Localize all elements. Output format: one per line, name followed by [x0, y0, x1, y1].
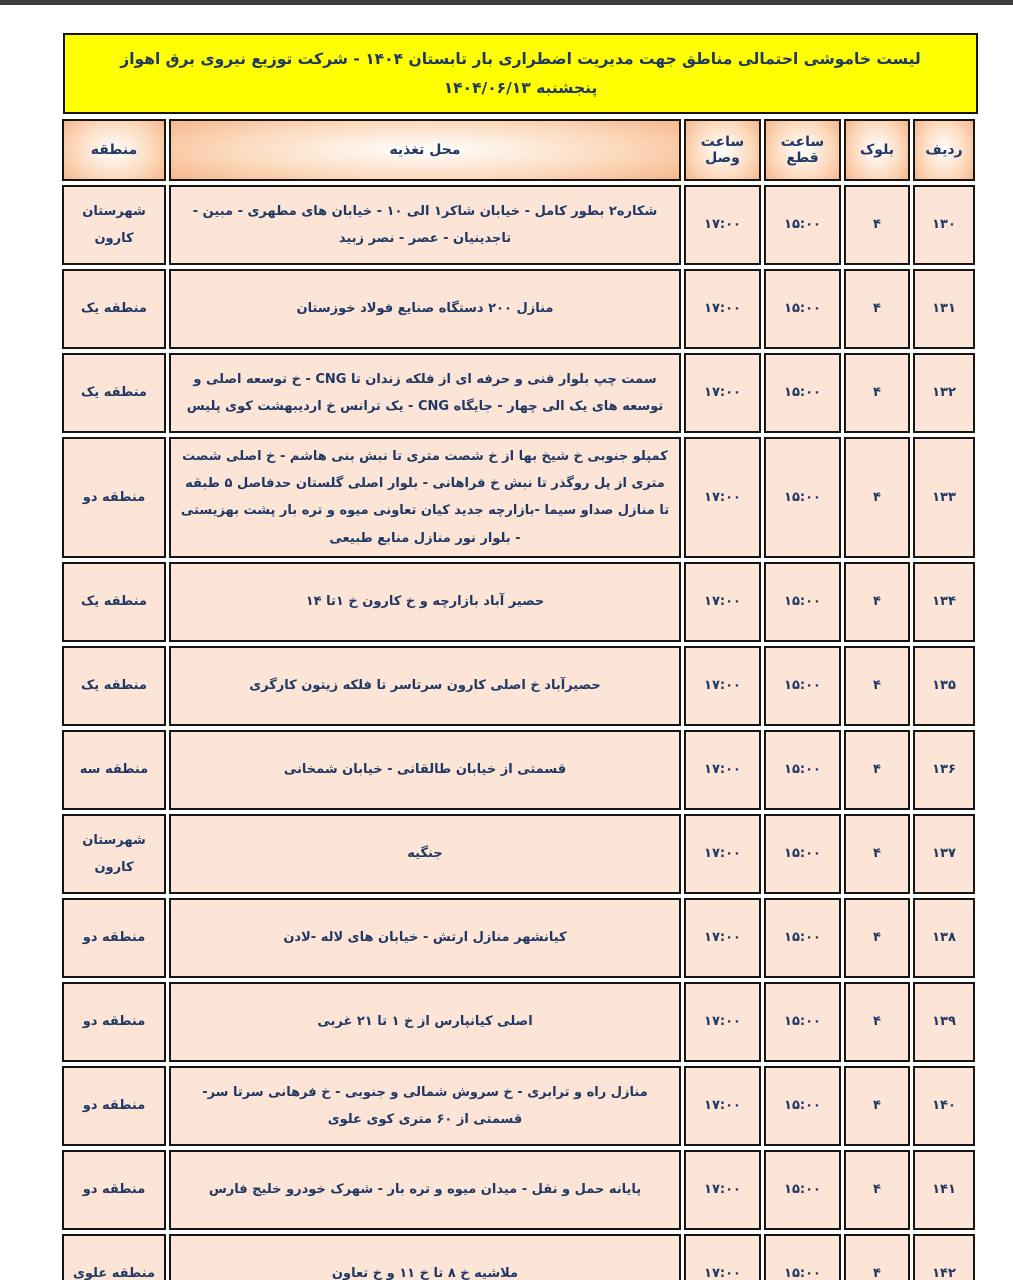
cell-cut-time: ۱۵:۰۰ — [764, 353, 841, 433]
cell-cut-time: ۱۵:۰۰ — [764, 1234, 841, 1280]
cell-row-number: ۱۳۰ — [913, 185, 975, 265]
top-window-bar — [0, 0, 1013, 5]
cell-feeding-location: سمت چپ بلوار فنی و حرفه ای از فلکه زندان تا CNG - خ توسعه اصلی و توسعه های یک الی چهار - جایگاه CNG - یک ترانس خ اردیبهشت کوی پلیس — [169, 353, 681, 433]
column-header-row-number: ردیف — [913, 119, 975, 181]
cell-cut-time: ۱۵:۰۰ — [764, 982, 841, 1062]
cell-block: ۴ — [844, 185, 910, 265]
cell-cut-time: ۱۵:۰۰ — [764, 437, 841, 558]
cell-row-number: ۱۳۸ — [913, 898, 975, 978]
column-header-region: منطقه — [62, 119, 166, 181]
cell-block: ۴ — [844, 269, 910, 349]
document-title-line2: پنجشنبه ۱۴۰۴/۰۶/۱۳ — [443, 79, 598, 98]
cell-region: منطقه یک — [62, 353, 166, 433]
cell-reconnect-time: ۱۷:۰۰ — [684, 353, 761, 433]
table-row — [62, 814, 975, 894]
cell-feeding-location: قسمتی از خیابان طالقانی - خیابان شمخانی — [169, 730, 681, 810]
cell-feeding-location: ملاشیه خ ۸ تا خ ۱۱ و خ تعاون — [169, 1234, 681, 1280]
cell-region: منطقه سه — [62, 730, 166, 810]
document-title — [63, 33, 978, 114]
cell-reconnect-time: ۱۷:۰۰ — [684, 898, 761, 978]
cell-reconnect-time: ۱۷:۰۰ — [684, 1234, 761, 1280]
table-row — [62, 185, 975, 265]
cell-block: ۴ — [844, 730, 910, 810]
cell-block: ۴ — [844, 353, 910, 433]
table-row — [62, 898, 975, 978]
cell-row-number: ۱۴۱ — [913, 1150, 975, 1230]
cell-cut-time: ۱۵:۰۰ — [764, 1066, 841, 1146]
cell-feeding-location: کیانشهر منازل ارتش - خیابان های لاله -لادن — [169, 898, 681, 978]
cell-cut-time: ۱۵:۰۰ — [764, 185, 841, 265]
cell-feeding-location: حصیر آباد بازارچه و خ کارون خ ۱تا ۱۴ — [169, 562, 681, 642]
table-row — [62, 562, 975, 642]
cell-block: ۴ — [844, 898, 910, 978]
table-header-row — [62, 119, 975, 181]
cell-feeding-location: جنگیه — [169, 814, 681, 894]
cell-region: منطقه دو — [62, 898, 166, 978]
cell-reconnect-time: ۱۷:۰۰ — [684, 562, 761, 642]
cell-row-number: ۱۳۲ — [913, 353, 975, 433]
table-row — [62, 353, 975, 433]
cell-cut-time: ۱۵:۰۰ — [764, 730, 841, 810]
cell-reconnect-time: ۱۷:۰۰ — [684, 1150, 761, 1230]
column-header-block: بلوک — [844, 119, 910, 181]
table-row — [62, 1066, 975, 1146]
table-row — [62, 437, 975, 558]
cell-block: ۴ — [844, 814, 910, 894]
cell-row-number: ۱۳۵ — [913, 646, 975, 726]
table-row — [62, 1234, 975, 1280]
cell-region: منطقه یک — [62, 646, 166, 726]
table-row — [62, 1150, 975, 1230]
cell-reconnect-time: ۱۷:۰۰ — [684, 982, 761, 1062]
cell-reconnect-time: ۱۷:۰۰ — [684, 814, 761, 894]
cell-block: ۴ — [844, 1234, 910, 1280]
cell-block: ۴ — [844, 437, 910, 558]
outage-schedule-sheet — [63, 33, 978, 1280]
table-row — [62, 982, 975, 1062]
cell-region: منطقه یک — [62, 562, 166, 642]
column-header-cut-time: ساعت قطع — [764, 119, 841, 181]
outage-table — [59, 115, 978, 1280]
cell-row-number: ۱۳۶ — [913, 730, 975, 810]
cell-row-number: ۱۳۱ — [913, 269, 975, 349]
cell-block: ۴ — [844, 1066, 910, 1146]
cell-region: منطقه دو — [62, 1150, 166, 1230]
cell-cut-time: ۱۵:۰۰ — [764, 1150, 841, 1230]
cell-row-number: ۱۳۴ — [913, 562, 975, 642]
cell-feeding-location: منازل ۲۰۰ دستگاه صنایع فولاد خوزستان — [169, 269, 681, 349]
cell-region: منطقه دو — [62, 982, 166, 1062]
cell-cut-time: ۱۵:۰۰ — [764, 898, 841, 978]
cell-reconnect-time: ۱۷:۰۰ — [684, 185, 761, 265]
cell-cut-time: ۱۵:۰۰ — [764, 562, 841, 642]
cell-region: منطقه یک — [62, 269, 166, 349]
cell-row-number: ۱۳۳ — [913, 437, 975, 558]
cell-region: شهرستان کارون — [62, 814, 166, 894]
cell-region: منطقه دو — [62, 1066, 166, 1146]
cell-feeding-location: شکاره۲ بطور کامل - خیابان شاکر۱ الی ۱۰ - خیابان های مطهری - مبین - تاجدینیان - عصر - نصر زبید — [169, 185, 681, 265]
table-row — [62, 269, 975, 349]
cell-feeding-location: پایانه حمل و نقل - میدان میوه و تره بار - شهرک خودرو خلیج فارس — [169, 1150, 681, 1230]
cell-feeding-location: منازل راه و ترابری - خ سروش شمالی و جنوبی - خ فرهانی سرتا سر- قسمتی از ۶۰ متری کوی علوی — [169, 1066, 681, 1146]
table-row — [62, 646, 975, 726]
cell-feeding-location: اصلی کیانپارس از خ ۱ تا ۲۱ غربی — [169, 982, 681, 1062]
column-header-reconnect-time: ساعت وصل — [684, 119, 761, 181]
cell-reconnect-time: ۱۷:۰۰ — [684, 269, 761, 349]
cell-row-number: ۱۳۷ — [913, 814, 975, 894]
cell-feeding-location: کمپلو جنوبی خ شیخ بها از خ شصت متری تا نبش بنی هاشم - خ اصلی شصت متری از پل روگذر تا نبش خ فراهانی - بلوار اصلی گلستان حدفاصل ۵ طبقه تا منازل صداو سیما -بازارچه جدید کیان تعاونی میوه و تره بار پشت بهزیستی - بلوار نور منازل منابع طبیعی — [169, 437, 681, 558]
cell-reconnect-time: ۱۷:۰۰ — [684, 437, 761, 558]
cell-reconnect-time: ۱۷:۰۰ — [684, 646, 761, 726]
cell-region: منطقه علوی — [62, 1234, 166, 1280]
cell-cut-time: ۱۵:۰۰ — [764, 269, 841, 349]
cell-block: ۴ — [844, 646, 910, 726]
cell-reconnect-time: ۱۷:۰۰ — [684, 1066, 761, 1146]
cell-row-number: ۱۳۹ — [913, 982, 975, 1062]
cell-region: منطقه دو — [62, 437, 166, 558]
cell-reconnect-time: ۱۷:۰۰ — [684, 730, 761, 810]
cell-row-number: ۱۴۲ — [913, 1234, 975, 1280]
cell-block: ۴ — [844, 562, 910, 642]
table-row — [62, 730, 975, 810]
cell-block: ۴ — [844, 1150, 910, 1230]
cell-region: شهرستان کارون — [62, 185, 166, 265]
cell-cut-time: ۱۵:۰۰ — [764, 814, 841, 894]
column-header-feeding-location: محل تغذیه — [169, 119, 681, 181]
cell-feeding-location: حصیرآباد خ اصلی کارون سرتاسر تا فلکه زیتون کارگری — [169, 646, 681, 726]
document-title-line1: لیست خاموشی احتمالی مناطق جهت مدیریت اضطراری بار تابستان ۱۴۰۴ - شرکت توزیع نیروی برق اهواز — [120, 50, 921, 68]
cell-block: ۴ — [844, 982, 910, 1062]
cell-cut-time: ۱۵:۰۰ — [764, 646, 841, 726]
cell-row-number: ۱۴۰ — [913, 1066, 975, 1146]
